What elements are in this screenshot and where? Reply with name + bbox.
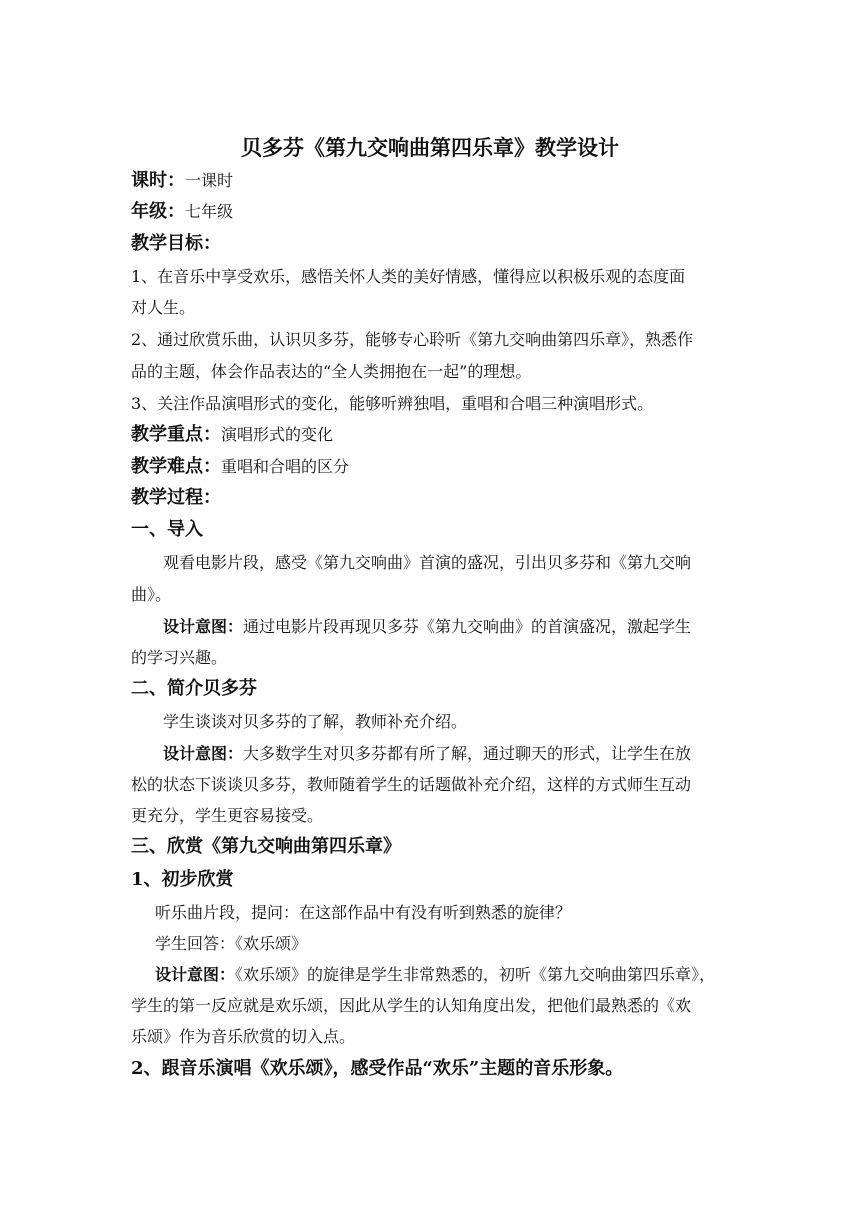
section-3-intent-line-1 — [155, 965, 755, 985]
section-2-intent-line-2: 松的状态下谈谈贝多芬，教师随着学生的话题做补充介绍，这样的方式师生互动 — [131, 775, 692, 794]
section-3-intent-label: 设计意图： — [155, 965, 236, 984]
section-2-intent-label: 设计意图： — [163, 744, 244, 763]
grade-value: 七年级 — [185, 202, 234, 221]
section-1-text-line-1: 观看电影片段，感受《第九交响曲》首演的盛况，引出贝多芬和《第九交响 — [163, 553, 692, 572]
key-point-row — [131, 425, 731, 445]
difficulty-label: 教学难点： — [131, 456, 221, 477]
grade-label: 年级： — [131, 201, 185, 222]
section-3-sub-2-heading: 2、跟音乐演唱《欢乐颂》，感受作品“欢乐”主题的音乐形象。 — [131, 1058, 624, 1079]
section-3-intent-line-2: 学生的第一反应就是欢乐颂，因此从学生的认知角度出发，把他们最熟悉的《欢 — [131, 996, 692, 1015]
section-3-intent-line-3: 乐颂》作为音乐欣赏的切入点。 — [131, 1027, 356, 1046]
objective-1-line-1: 1、在音乐中享受欢乐，感悟关怀人类的美好情感，懂得应以积极乐观的态度面 — [131, 267, 686, 286]
section-2-text: 学生谈谈对贝多芬的了解，教师补充介绍。 — [163, 712, 468, 731]
section-2-heading: 二、简介贝多芬 — [131, 678, 257, 699]
grade-row — [131, 202, 731, 222]
objective-2-line-2: 品的主题，体会作品表达的“全人类拥抱在一起”的理想。 — [131, 362, 532, 381]
period-row — [131, 171, 731, 191]
section-1-heading: 一、导入 — [131, 519, 203, 540]
section-1-intent-line-1 — [163, 617, 763, 637]
section-3-sub-1-line-2: 学生回答：《欢乐颂》 — [155, 934, 308, 953]
period-label: 课时： — [131, 170, 185, 191]
objective-2-line-1: 2、通过欣赏乐曲，认识贝多芬，能够专心聆听《第九交响曲第四乐章》，熟悉作 — [131, 330, 694, 349]
section-1-text-line-2: 曲》。 — [131, 585, 172, 604]
difficulty-row — [131, 457, 731, 477]
section-3-sub-1-heading: 1、初步欣赏 — [131, 869, 234, 890]
section-1-intent-line-2: 的学习兴趣。 — [131, 648, 228, 667]
section-2-intent-line-1 — [163, 744, 763, 764]
process-heading: 教学过程： — [131, 487, 221, 508]
difficulty-value: 重唱和合唱的区分 — [221, 457, 350, 476]
section-2-intent-text: 大多数学生对贝多芬都有所了解，通过聊天的形式，让学生在放 — [243, 744, 692, 763]
section-3-sub-1-line-1: 听乐曲片段，提问：在这部作品中有没有听到熟悉的旋律？ — [155, 903, 572, 922]
section-3-intent-text: 《欢乐颂》的旋律是学生非常熟悉的，初听《第九交响曲第四乐章》， — [235, 965, 716, 984]
section-1-intent-label: 设计意图： — [163, 617, 244, 636]
period-value: 一课时 — [185, 171, 234, 190]
key-point-value: 演唱形式的变化 — [221, 425, 334, 444]
section-1-intent-text: 通过电影片段再现贝多芬《第九交响曲》的首演盛况，激起学生 — [243, 617, 692, 636]
section-2-intent-line-3: 更充分，学生更容易接受。 — [131, 806, 324, 825]
objectives-heading: 教学目标： — [131, 233, 221, 254]
section-3-heading: 三、欣赏《第九交响曲第四乐章》 — [131, 836, 401, 857]
document-title: 贝多芬《第九交响曲第四乐章》教学设计 — [241, 135, 619, 160]
key-point-label: 教学重点： — [131, 424, 221, 445]
objective-3: 3、关注作品演唱形式的变化，能够听辨独唱，重唱和合唱三种演唱形式。 — [131, 394, 654, 413]
objective-1-line-2: 对人生。 — [131, 298, 196, 317]
